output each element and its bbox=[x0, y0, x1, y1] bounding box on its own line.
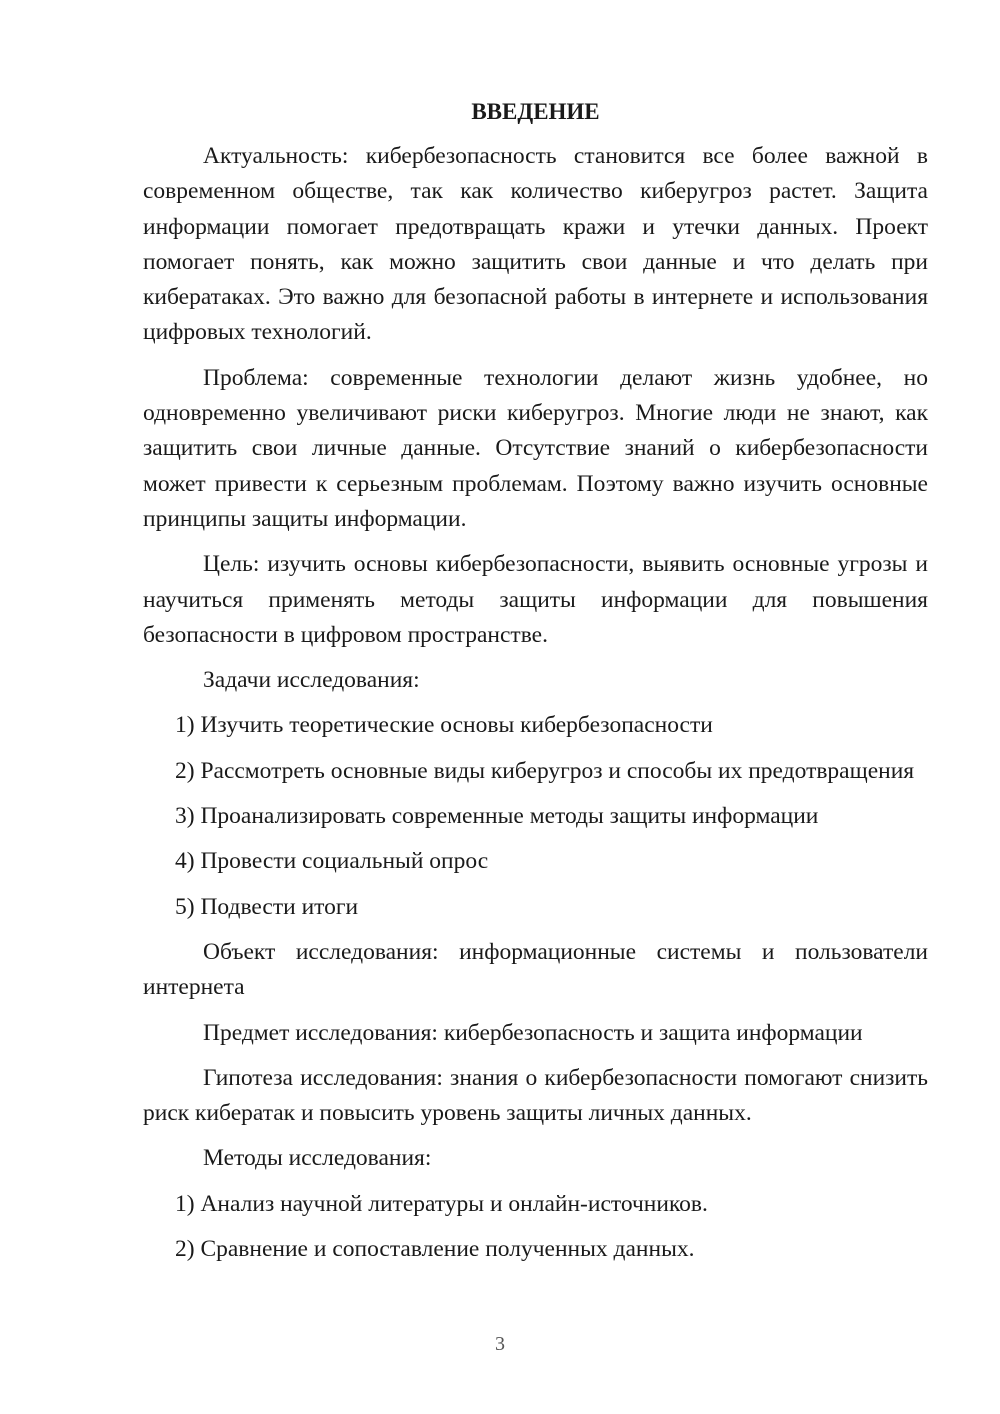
paragraph-relevance: Актуальность: кибербезопасность становится все более важной в современном обществе, так как количество киберугроз растет. Защита информации помогает предотвращать кражи и утечки данных. Проект помогает понять, как можно защитить свои данные и что делать при кибератаках. Это важно для безопасной работы в интернете и использования цифровых технологий. bbox=[143, 143, 928, 346]
method-item: 1) Анализ научной литературы и онлайн-источников. bbox=[175, 1190, 708, 1217]
task-item: 1) Изучить теоретические основы кибербезопасности bbox=[175, 712, 713, 739]
tasks-heading: Задачи исследования: bbox=[203, 667, 420, 694]
method-item: 2) Сравнение и сопоставление полученных данных. bbox=[175, 1236, 695, 1263]
section-title: ВВЕДЕНИЕ bbox=[471, 99, 600, 124]
paragraph-goal: Цель: изучить основы кибербезопасности, выявить основные угрозы и научиться применять методы защиты информации для повышения безопасности в цифровом пространстве. bbox=[143, 551, 928, 648]
methods-heading: Методы исследования: bbox=[203, 1145, 432, 1172]
research-hypothesis: Гипотеза исследования: знания о кибербезопасности помогают снизить риск кибератак и повысить уровень защиты личных данных. bbox=[143, 1064, 928, 1127]
page-content bbox=[143, 94, 928, 1277]
page-number: 3 bbox=[495, 1333, 505, 1355]
paragraph-problem: Проблема: современные технологии делают жизнь удобнее, но одновременно увеличивают риски киберугроз. Многие люди не знают, как защитить свои личные данные. Отсутствие знаний о кибербезопасности может привести к серьезным проблемам. Поэтому важно изучить основные принципы защиты информации. bbox=[143, 364, 928, 532]
research-object: Объект исследования: информационные системы и пользователи интернета bbox=[143, 938, 928, 1001]
task-item: 5) Подвести итоги bbox=[175, 893, 359, 920]
research-subject: Предмет исследования: кибербезопасность и защита информации bbox=[203, 1019, 863, 1046]
task-item: 2) Рассмотреть основные виды киберугроз и способы их предотвращения bbox=[175, 757, 915, 784]
task-item: 3) Проанализировать современные методы защиты информации bbox=[175, 803, 819, 830]
task-item: 4) Провести социальный опрос bbox=[175, 848, 489, 875]
